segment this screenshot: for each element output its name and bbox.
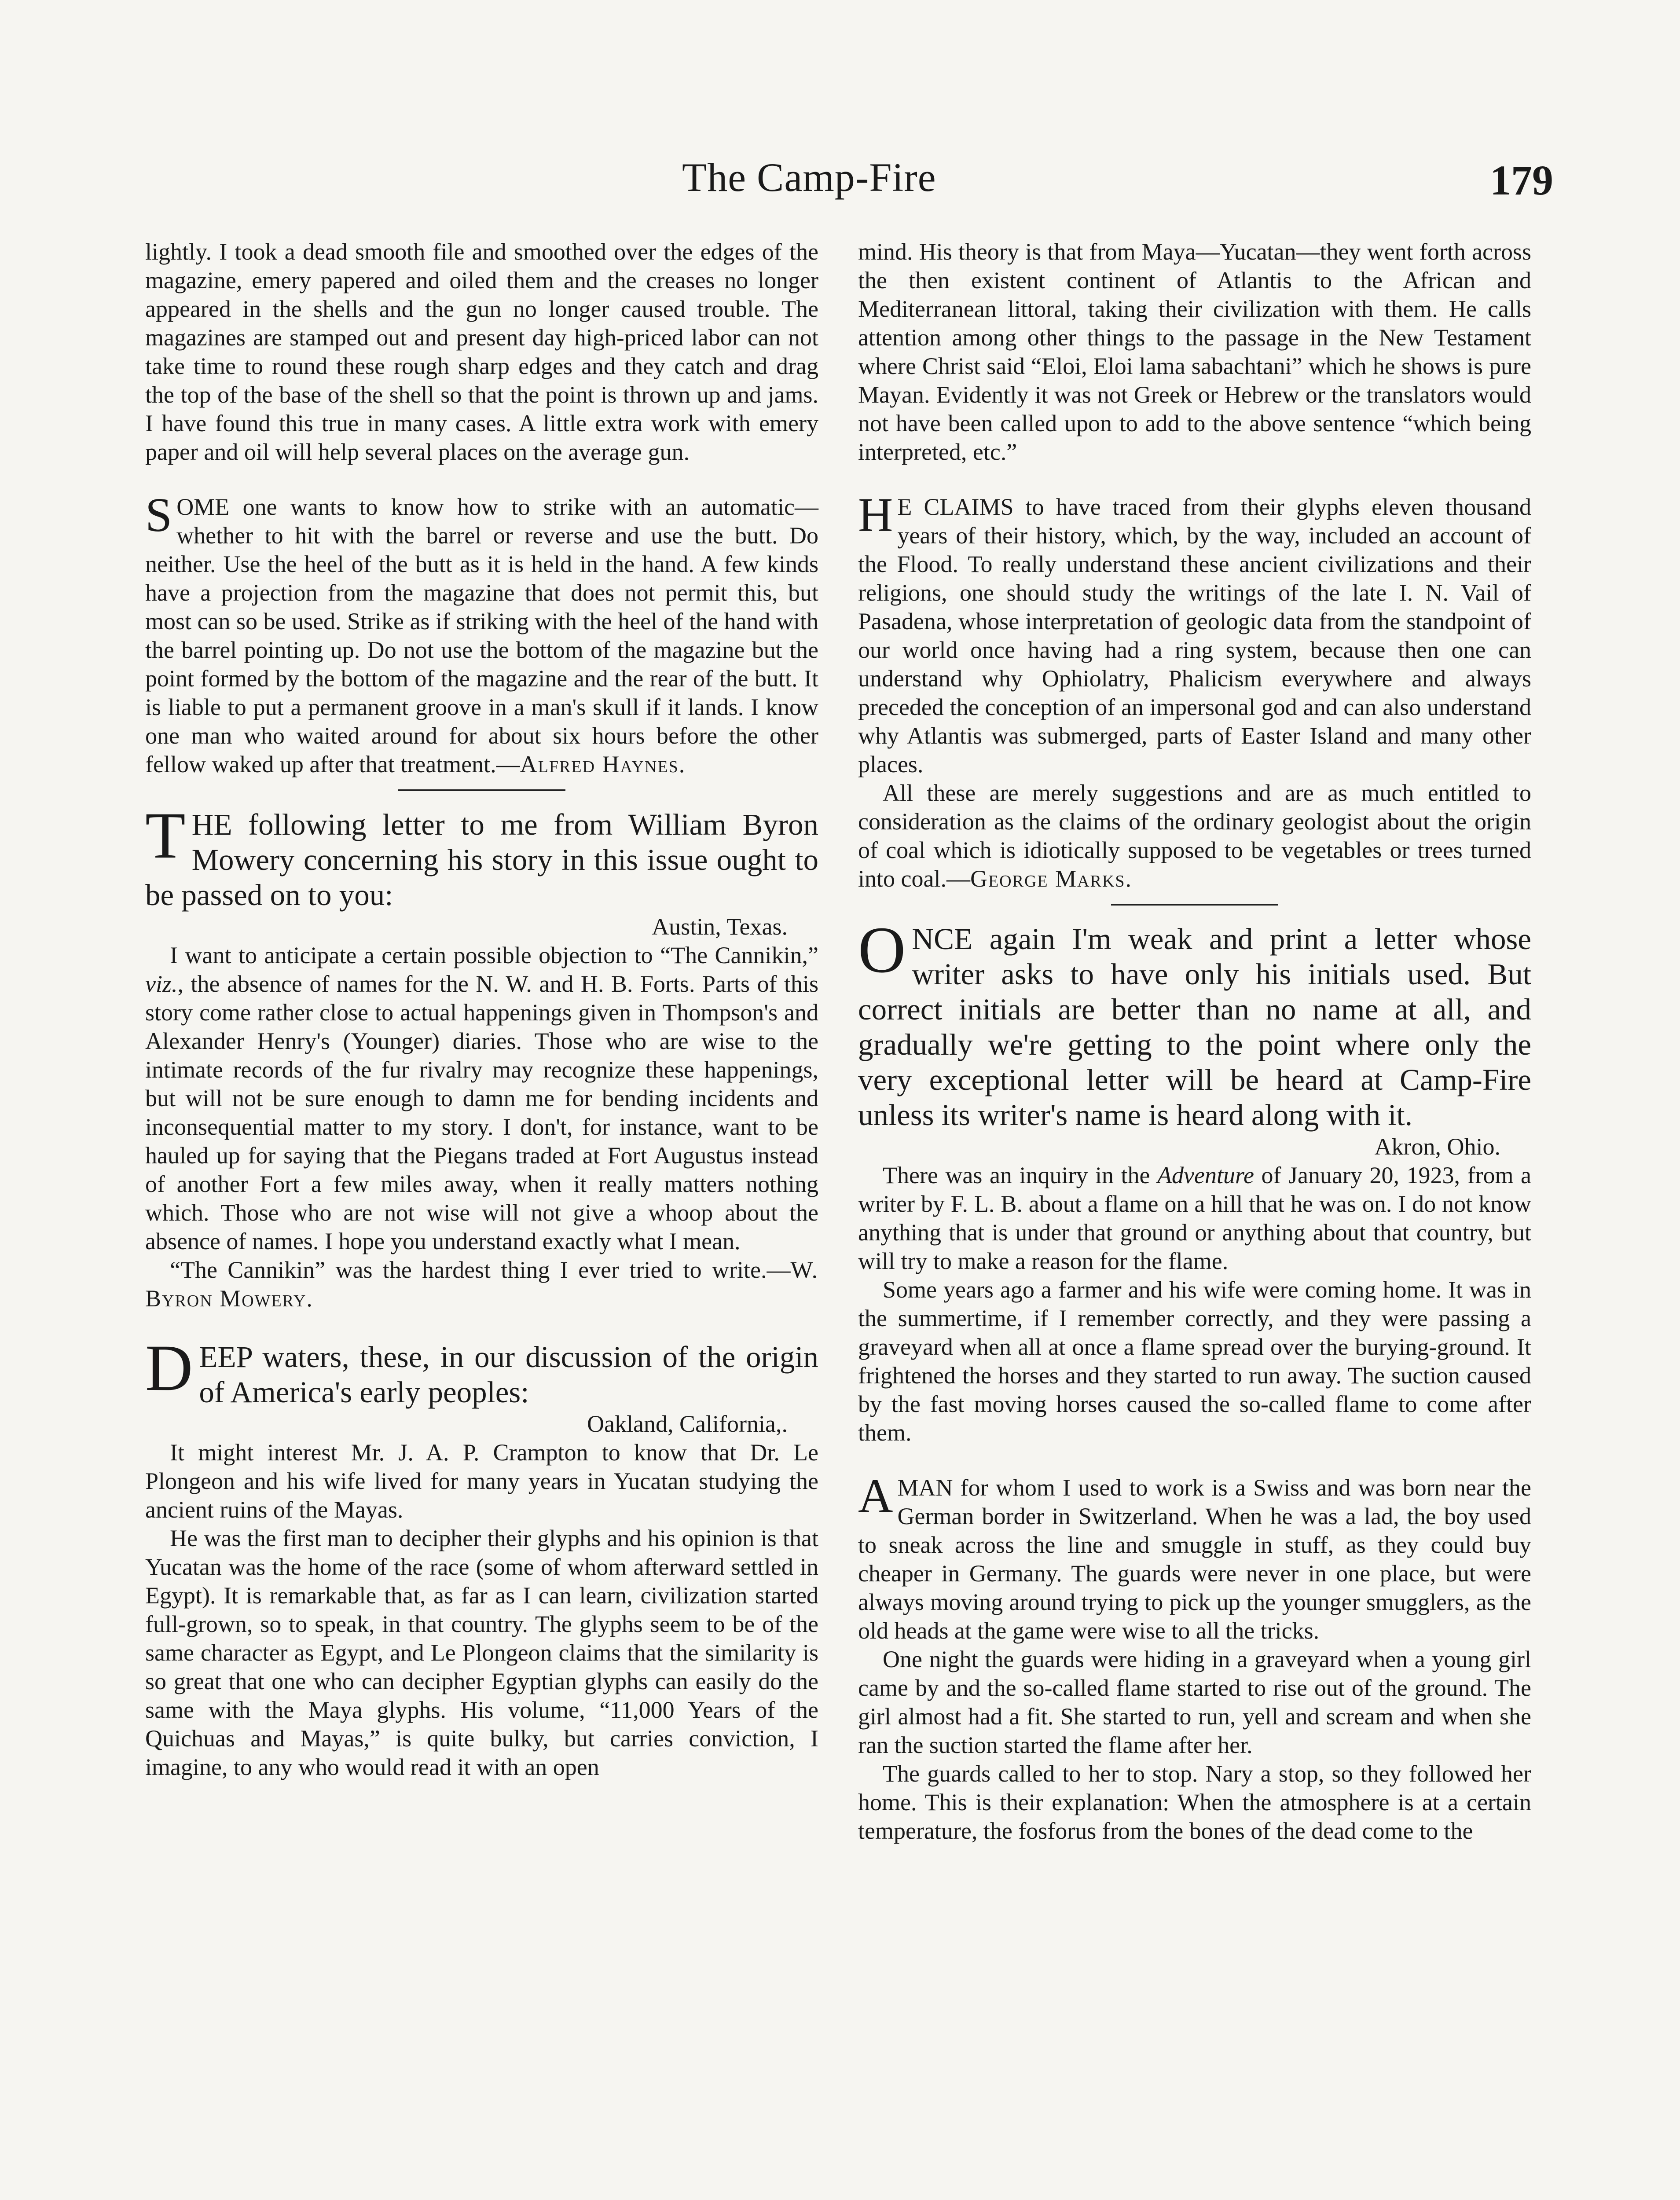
italic-text: Adventure	[1157, 1162, 1254, 1188]
letter-section-automatic	[145, 488, 818, 779]
signature: Alfred Haynes.	[520, 751, 686, 777]
signature: W. Byron Mowery.	[145, 1257, 818, 1312]
drop-cap: A	[858, 1469, 893, 1522]
text-run: , the absence of names for the N. W. and H. B. Forts. Parts of this story come rather close to actual happenings given in Thompson's and Alexander Henry's (Younger) diaries. Those who are wise to the intimate records of the fur rivalry may recognize these happenings, but will not be sure enough to damn me for bending incidents and inconsequential matter to my story. I don't, for instance, want to be hauled up for saying that the Piegans traded at Fort Augustus instead of another Fort a few miles away, when it really matters nothing which. Those who are not wise will not give a whoop about the absence of names. I hope you understand exactly what I mean.	[145, 971, 818, 1254]
italic-text: viz.	[145, 971, 178, 997]
running-title: The Camp-Fire	[682, 155, 936, 200]
intro-text: EEP waters, these, in our discussion of the origin of America's early peoples:	[199, 1340, 818, 1409]
paragraph	[145, 941, 818, 1256]
text-run: I want to anticipate a certain possible objection to “The Cannikin,”	[170, 942, 818, 968]
drop-cap: D	[145, 1331, 193, 1404]
text-run: There was an inquiry in the	[883, 1162, 1158, 1188]
paragraph: mind. His theory is that from Maya—Yucatan—they went forth across the then existent continent of Atlantis to the African and Mediterranean littoral, taking their civilization with them. He calls attention among other things to the passage in the New Testament where Christ said “Eloi, Eloi lama sabachtani” which he shows is pure Mayan. Evidently it was not Greek or Hebrew or the translators would not have been called upon to add to the above sentence “which being interpreted, etc.”	[858, 238, 1531, 465]
drop-cap: S	[145, 488, 172, 542]
text-run: of January 20, 1923, from a writer by F. L. B. about a flame on a hill that he was on. I do not know anything that is under that ground or anything about that country, but will try to make a reason for the flame.	[858, 1162, 1531, 1274]
paragraph: The guards called to her to stop. Nary a stop, so they followed her home. This is their explanation: When the atmosphere is at a certain temperature, the fosforus from the bones of the dead come to the	[858, 1760, 1531, 1844]
dateline: Austin, Texas.	[652, 913, 788, 940]
paragraph: It might interest Mr. J. A. P. Crampton to know that Dr. Le Plongeon and his wife lived for many years in Yucatan studying the ancient ruins of the Mayas.	[145, 1439, 818, 1523]
letter-section-glyphs	[858, 488, 1531, 779]
letter-section-swiss	[858, 1469, 1531, 1645]
paragraph	[858, 1161, 1531, 1276]
section-divider	[1111, 904, 1278, 906]
paragraph: lightly. I took a dead smooth file and smoothed over the edges of the magazine, emery papered and oiled them and the creases no longer appeared in the shells and the gun no longer caused trouble. The magazines are stamped out and present day high-priced labor can not take time to round these rough sharp edges and they catch and drag the top of the base of the shell so that the point is thrown up and jams. I have found this true in many cases. A little extra work with emery paper and oil will help several places on the average gun.	[145, 238, 818, 465]
page-header	[145, 150, 1553, 224]
paragraph	[858, 779, 1531, 893]
dateline: Oakland, California,.	[587, 1411, 788, 1437]
dateline: Akron, Ohio.	[1374, 1133, 1500, 1160]
paragraph: One night the guards were hiding in a graveyard when a young girl came by and the so-called flame started to rise out of the ground. The girl almost had a fit. She started to run, yell and scream and when she ran the suction started the flame after her.	[858, 1646, 1531, 1758]
left-column	[145, 238, 818, 1782]
section-text: OME one wants to know how to strike with an automatic—whether to hit with the barrel or reverse and use the butt. Do neither. Use the heel of the butt as it is held in the hand. A few kinds have a projection from the magazine that does not permit this, but most can so be used. Strike as if striking with the heel of the hand with the barrel pointing up. Do not use the bottom of the magazine but the point formed by the bottom of the magazine and the rear of the butt. It is liable to put a permanent groove in a man's skull if it lands. I know one man who waited around for about six hours before the other fellow waked up after that treatment.—	[145, 494, 818, 777]
paragraph: Some years ago a farmer and his wife were coming home. It was in the summertime, if I remember correctly, and they were passing a graveyard when all at once a flame spread over the burying-ground. It frightened the horses and they started to run away. The suction caused by the fast moving horses caused the so-called flame to come after them.	[858, 1276, 1531, 1446]
paragraph	[145, 1256, 818, 1313]
text-run: All these are merely suggestions and are as much entitled to consideration as the claims of the ordinary geologist about the origin of coal which is idiotically supposed to be vegetables or trees turned into coal.—	[858, 780, 1531, 892]
section-text: E CLAIMS to have traced from their glyphs eleven thousand years of their history, which, by the way, included an account of the Flood. To really understand these ancient civilizations and their religions, one should study the writings of the late I. N. Vail of Pasadena, whose interpretation of geologic data from the standpoint of our world once having had a ring system, because then one can understand why Ophiolatry, Phalicism everywhere and always preceded the conception of an impersonal god and can also understand why Atlantis was submerged, parts of Easter Island and many other places.	[858, 494, 1531, 777]
editor-intro-initials	[858, 913, 1531, 1133]
page-number: 179	[1490, 157, 1553, 204]
drop-cap: O	[858, 913, 906, 986]
drop-cap: H	[858, 488, 893, 542]
paragraph: He was the first man to decipher their glyphs and his opinion is that Yucatan was the home of the race (some of whom afterward settled in Egypt). It is remarkable that, as far as I can learn, civilization started full-grown, so to speak, in that country. The glyphs seem to be of the same character as Egypt, and Le Plongeon claims that the similarity is so great that one who can decipher Egyptian glyphs can easily do the same with the Maya glyphs. His volume, “11,000 Years of the Quichuas and Mayas,” is quite bulky, but carries conviction, I imagine, to any who would read it with an open	[145, 1525, 818, 1780]
section-text: MAN for whom I used to work is a Swiss and was born near the German border in Switzerland. When he was a lad, the boy used to sneak across the line and smuggle in stuff, as they could buy cheaper in Germany. The guards were never in one place, but were always moving around trying to pick up the younger smugglers, as the old heads at the game were wise to all the tricks.	[858, 1474, 1531, 1644]
right-column	[858, 238, 1531, 1845]
signature: George Marks.	[970, 865, 1132, 892]
section-divider	[398, 789, 565, 791]
editor-intro-origins	[145, 1331, 818, 1410]
text-run: “The Cannikin” was the hardest thing I ever tried to write.—	[170, 1257, 791, 1283]
intro-text: HE following letter to me from William Byron Mowery concerning his story in this issue ought to be passed on to you:	[145, 808, 818, 912]
drop-cap: T	[145, 799, 186, 872]
intro-text: NCE again I'm weak and print a letter whose writer asks to have only his initials used. But correct initials are better than no name at all, and gradually we're getting to the point where only the very exceptional letter will be heard at Camp-Fire unless its writer's name is heard along with it.	[858, 922, 1531, 1132]
editor-intro-mowery	[145, 799, 818, 913]
